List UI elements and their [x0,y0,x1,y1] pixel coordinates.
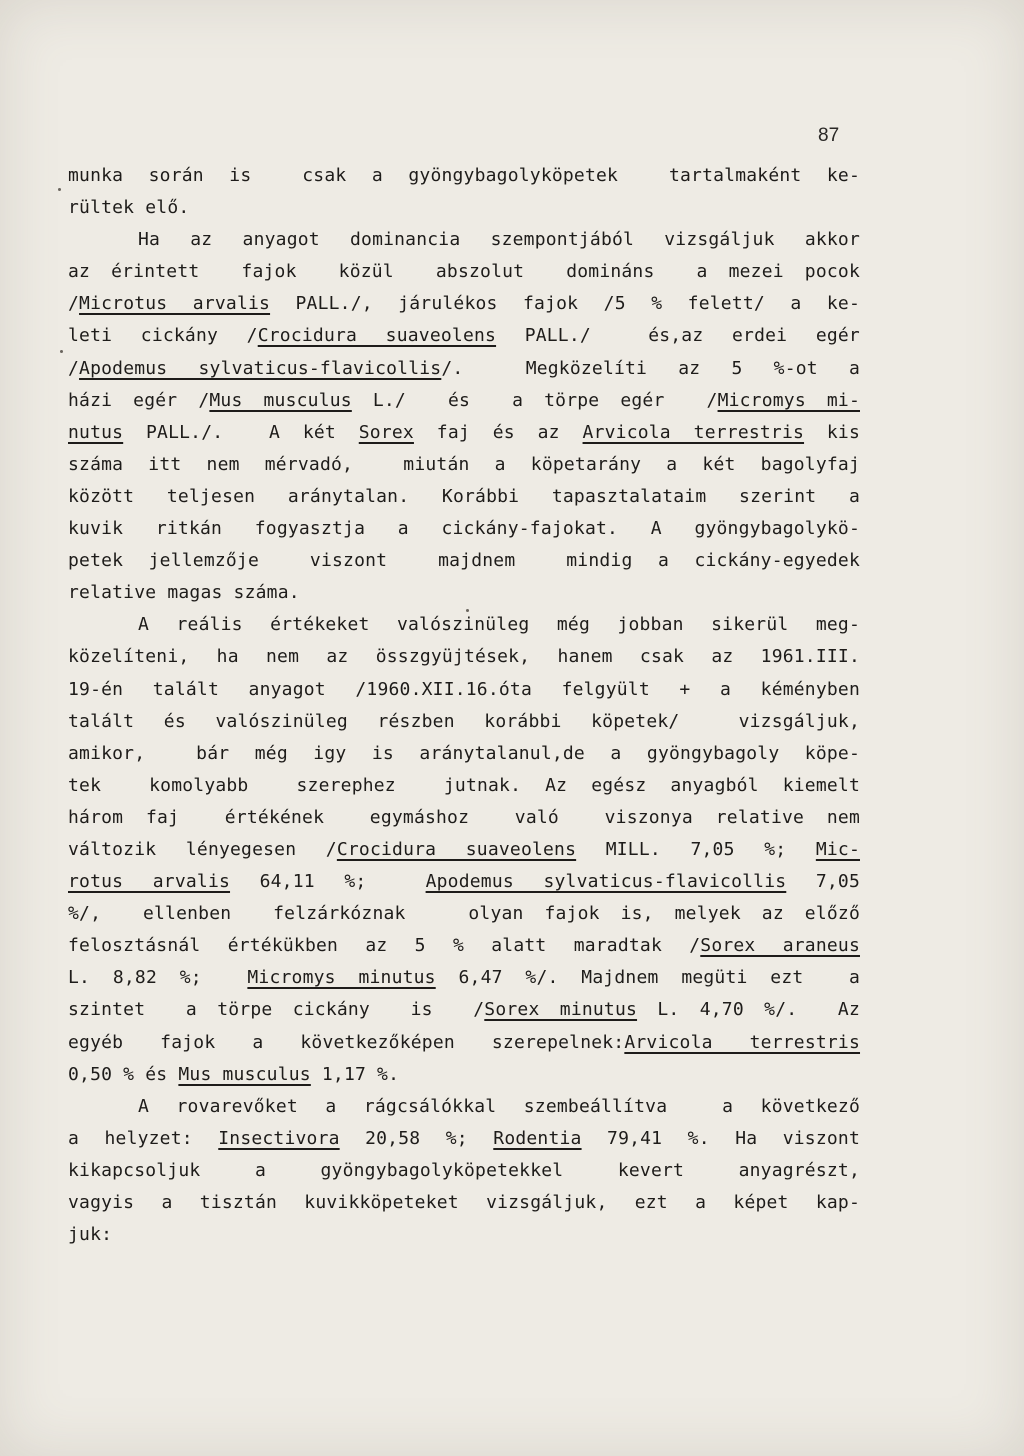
text-segment: az érintett fajok közül abszolut domináns a mezei pocok [68,261,860,283]
text-line [68,802,860,834]
species-name: nutus [68,421,124,443]
text-segment: /. Megközelíti az 5 %-ot a [441,357,860,379]
text-segment: Ha az anyagot dominancia szempontjából vizsgáljuk akkor [138,229,860,251]
text-line [68,1219,860,1251]
text-segment: %/, ellenben felzárkóznak olyan fajok is, melyek az előző [68,903,860,925]
text-segment: változik lényegesen / [68,838,337,860]
text-segment: faj és az [413,421,583,443]
text-segment: munka során is csak a gyöngybagolyköpetek tartalmaként ke- [68,165,860,186]
species-name: Mic- [815,838,860,860]
text-line [68,609,860,641]
text-line [68,1027,860,1059]
text-segment: egyéb fajok a következőképen szerepelnek: [68,1031,625,1053]
text-line [68,481,860,513]
text-segment: PALL./, járulékos fajok /5 % felett/ a ke- [270,293,860,315]
text-segment: száma itt nem mérvadó, miután a köpetarány a két bagolyfaj [68,453,860,475]
text-segment: tek komolyabb szerephez jutnak. Az egész anyagból kiemelt [68,774,860,796]
text-line [68,224,860,256]
species-name: Arvicola terrestris [582,421,805,443]
text-line [68,192,860,224]
species-name: Arvicola terrestris [624,1031,861,1053]
text-line [68,962,860,994]
text-segment: 19-én talált anyagot /1960.XII.16.óta felgyült + a kéményben [68,678,860,700]
text-segment: felosztásnál értékükben az 5 % alatt maradtak / [68,935,701,957]
text-segment: 0,50 % és [68,1063,179,1085]
text-segment: közelíteni, ha nem az összgyüjtések, hanem csak az 1961.III. [68,646,860,668]
text-segment: 64,11 %; [230,871,426,893]
species-name: rotus arvalis [68,871,231,893]
text-line [68,256,860,288]
text-segment: L. 4,70 %/. Az [637,999,860,1021]
text-segment: / [68,357,80,379]
text-line [68,1187,860,1219]
text-segment: szintet a törpe cickány is / [68,999,485,1021]
text-line [68,320,860,352]
text-line [68,288,860,320]
species-name: Apodemus sylvaticus-flavicollis [425,871,787,893]
species-name: Micromys minutus [247,967,436,989]
text-segment: MILL. 7,05 %; [576,838,816,860]
species-name: Crocidura suaveolens [336,838,577,860]
text-segment: juk: [68,1224,113,1246]
species-name: Mus musculus [178,1063,311,1085]
text-segment: L./ és a törpe egér / [351,389,718,411]
text-line [68,1123,860,1155]
scan-speck [60,350,63,353]
text-segment: három faj értékének egymáshoz való viszonya relative nem [68,806,860,828]
page-number: 87 [818,125,840,146]
text-segment: a helyzet: [68,1127,219,1149]
text-segment: talált és valószinüleg részben korábbi köpetek/ vizsgáljuk, [68,710,860,732]
text-line [68,449,860,481]
text-segment: relative magas száma. [68,582,300,604]
text-line [68,1059,860,1091]
text-segment: 7,05 [786,871,861,893]
text-line [68,577,860,609]
scan-speck [58,188,61,191]
text-line [68,994,860,1026]
text-segment: L. 8,82 %; [68,967,248,989]
text-line [68,513,860,545]
text-segment: PALL./. A két [123,421,359,443]
species-name: Rodentia [493,1127,582,1149]
species-name: Micromys mi- [717,389,860,411]
text-segment: amikor, bár még igy is aránytalanul,de a gyöngybagoly köpe- [68,742,860,764]
scan-speck [466,609,469,612]
text-segment: leti cickány / [68,325,258,347]
text-line [68,706,860,738]
text-line [68,1155,860,1187]
body-text [68,160,860,1251]
text-line [68,674,860,706]
text-line [68,417,860,449]
species-name: Sorex minutus [484,999,638,1021]
text-segment: kikapcsoljuk a gyöngybagolyköpetekkel kevert anyagrészt, [68,1159,860,1181]
text-segment: 1,17 %. [310,1063,400,1085]
text-line [68,353,860,385]
text-line [68,834,860,866]
species-name: Crocidura suaveolens [257,325,497,347]
text-segment: PALL./ és,az erdei egér [496,325,860,347]
text-line [68,160,860,192]
text-segment: vagyis a tisztán kuvikköpeteket vizsgáljuk, ezt a képet kap- [68,1192,860,1213]
text-line [68,866,860,898]
text-line [68,930,860,962]
species-name: Sorex [358,421,414,443]
text-line [68,770,860,802]
species-name: Insectivora [218,1127,340,1149]
species-name: Sorex araneus [700,935,860,957]
text-segment: A rovarevőket a rágcsálókkal szembeállítva a következő [138,1095,860,1117]
text-segment: 20,58 %; [339,1127,494,1149]
text-line [68,641,860,673]
text-segment: között teljesen aránytalan. Korábbi tapasztalataim szerint a [68,485,860,507]
text-line [68,545,860,577]
text-segment: / [68,293,80,315]
text-segment: kuvik ritkán fogyasztja a cickány-fajokat. A gyöngybagolykö- [68,518,860,540]
text-line [68,738,860,770]
species-name: Microtus arvalis [79,293,271,315]
text-segment: petek jellemzője viszont majdnem mindig a cickány-egyedek [68,550,860,572]
species-name: Mus musculus [209,389,352,411]
text-line [68,898,860,930]
text-segment: rültek elő. [68,197,190,219]
text-line [68,385,860,417]
text-line [68,1091,860,1123]
text-segment: 79,41 %. Ha viszont [581,1127,860,1149]
text-segment: 6,47 %/. Majdnem megüti ezt a [435,967,860,989]
text-segment: házi egér / [68,389,210,411]
text-segment: A reális értékeket valószinüleg még jobban sikerül meg- [138,614,860,636]
text-segment: kis [804,421,860,443]
species-name: Apodemus sylvaticus-flavicollis [79,357,442,379]
